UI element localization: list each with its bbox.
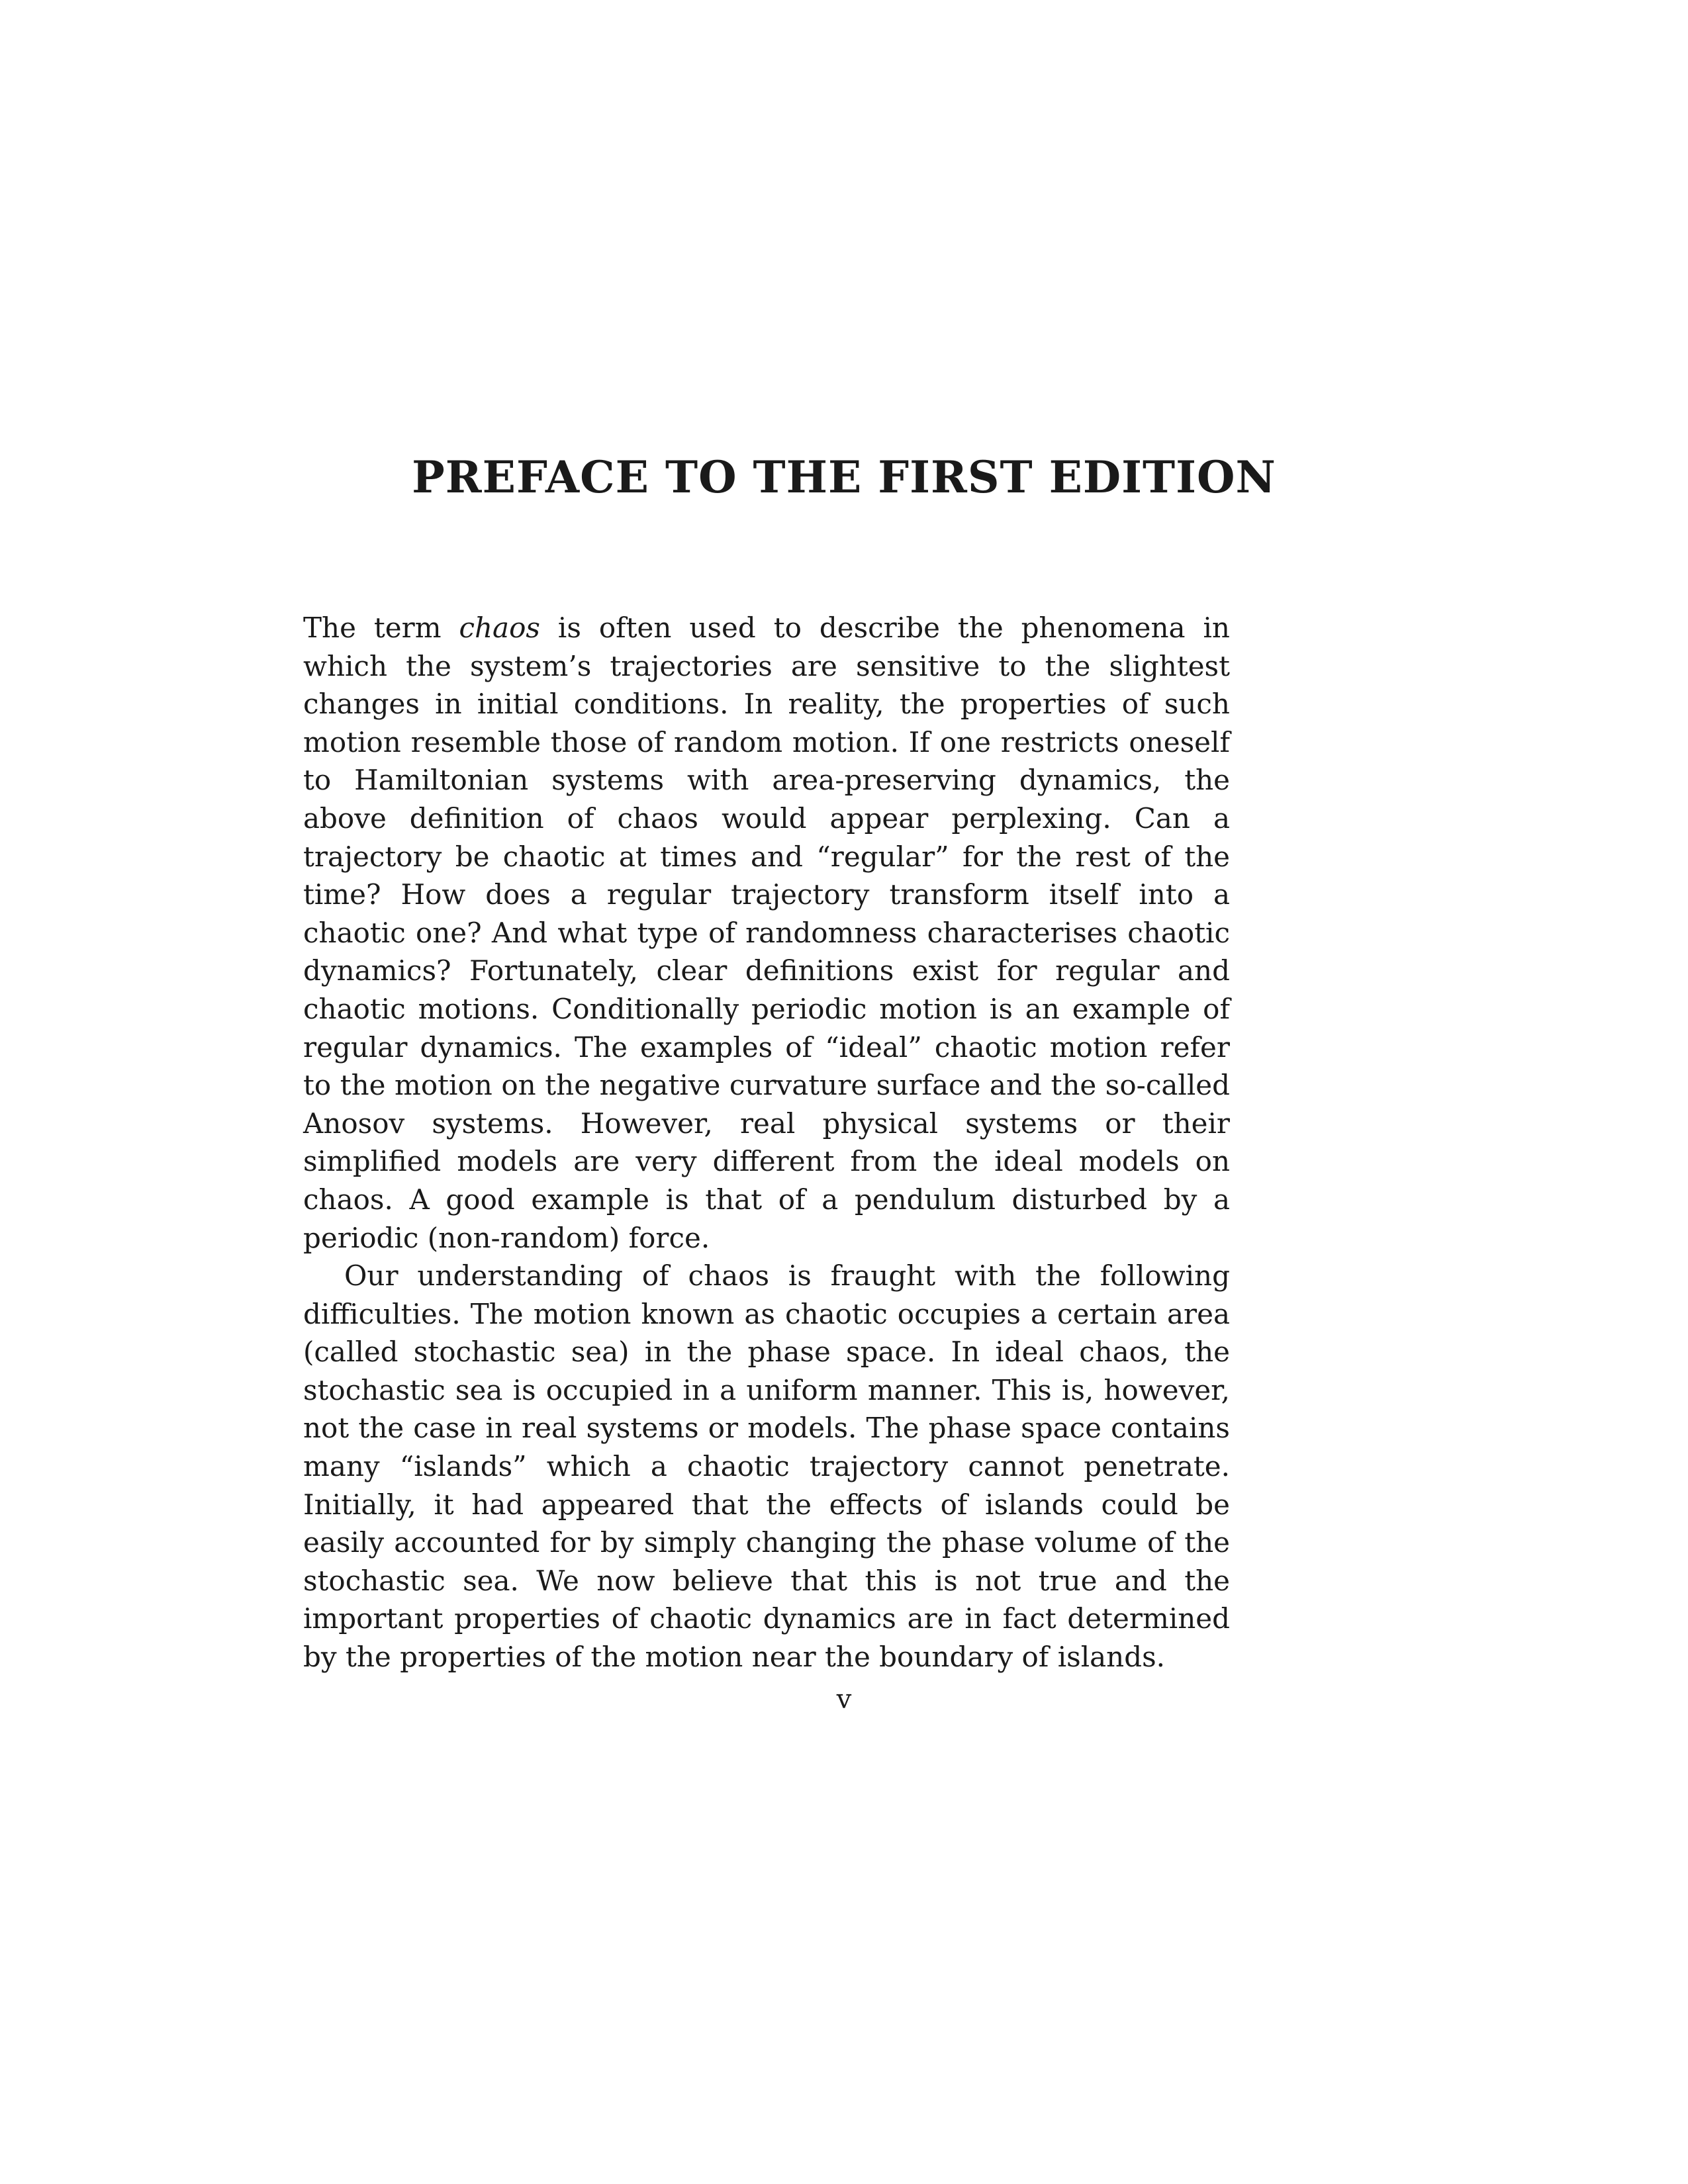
paragraph-2: Our understanding of chaos is fraught with the following difficulties. The motion known as chaotic occupies a certain area (called stochastic sea) in the phase space. In ideal chaos, the stochastic sea is occupied in a uniform manner. This is, however, not the case in real systems or models. The phase space contains many “islands” which a chaotic trajectory cannot penetrate. Initially, it had appeared that the effects of islands could be easily accounted for by simply changing the phase volume of the stochastic sea. We now believe that this is not true and the important properties of chaotic dynamics are in fact determined by the properties of the motion near the boundary of islands. — [303, 1259, 1230, 1674]
page-number: v — [836, 1684, 852, 1715]
paragraph-1 — [303, 609, 1230, 1257]
paragraph-1-body: is often used to describe the phenomena in which the system’s trajectories are sensitive to the slightest changes in initial conditions. In reality, the properties of such motion resemble those of random motion. If one restricts oneself to Hamiltonian systems with area-preserving dynamics, the above definition of chaos would appear perplexing. Can a trajectory be chaotic at times and “regular” for the rest of the time? How does a regular trajectory transform itself into a chaotic one? And what type of randomness characterises chaotic dynamics? Fortunately, clear definitions exist for regular and chaotic motions. Conditionally periodic motion is an example of regular dynamics. The examples of “ideal” chaotic motion refer to the motion on the negative curvature surface and the so-called Anosov systems. However, real physical systems or their simplified models are very different from the ideal models on chaos. A good example is that of a pendulum disturbed by a periodic (non-random) force. — [303, 612, 1230, 1254]
page-title: PREFACE TO THE FIRST EDITION — [412, 451, 1276, 503]
term-chaos: chaos — [459, 612, 540, 644]
preface-body — [303, 609, 1230, 1676]
paragraph-1-lead: The term — [303, 612, 459, 644]
